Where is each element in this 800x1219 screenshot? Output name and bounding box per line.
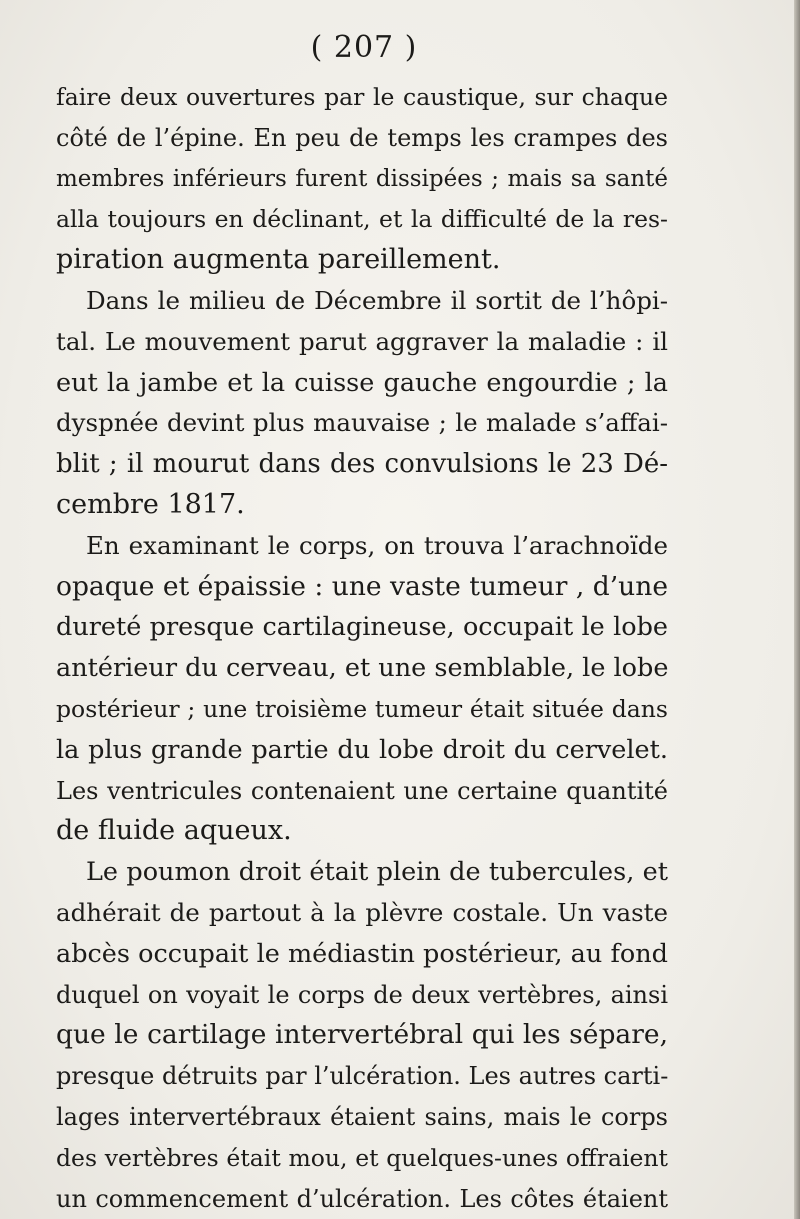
text-line: dureté presque cartilagineuse, occupait le lobe	[56, 612, 668, 643]
text-line: de fluide aqueux.	[56, 815, 292, 847]
text-line: Le poumon droit était plein de tubercules, et	[86, 857, 668, 888]
text-line: faire deux ouvertures par le caustique, sur chaque	[56, 83, 668, 111]
page-edge-shadow	[794, 0, 800, 1219]
text-line: blit ; il mourut dans des convulsions le 23 Dé-	[56, 449, 668, 480]
text-line: opaque et épaissie : une vaste tumeur , d’une	[56, 570, 668, 602]
page-number: ( 207 )	[310, 30, 418, 65]
text-line: membres inférieurs furent dissipées ; mais sa santé	[56, 165, 668, 192]
text-line: abcès occupait le médiastin postérieur, au fond	[56, 938, 668, 969]
text-line: que le cartilage intervertébral qui les sépare,	[56, 1019, 668, 1051]
text-line: En examinant le corps, on trouva l’arachnoïde	[86, 530, 668, 560]
text-line: eut la jambe et la cuisse gauche engourdie ; la	[56, 367, 668, 398]
text-line: postérieur ; une troisième tumeur était située dans	[56, 694, 668, 723]
text-line: un commencement d’ulcération. Les côtes étaient	[56, 1184, 668, 1213]
text-line: côté de l’épine. En peu de temps les crampes des	[56, 123, 668, 152]
text-line: adhérait de partout à la plèvre costale. Un vaste	[56, 897, 668, 927]
text-line: Les ventricules contenaient une certaine quantité	[56, 776, 668, 805]
text-line: lages intervertébraux étaient sains, mais le corps	[56, 1102, 668, 1131]
text-line: presque détruits par l’ulcération. Les autres carti-	[56, 1062, 669, 1091]
text-line: duquel on voyait le corps de deux vertèbres, ainsi	[56, 980, 668, 1009]
text-line: antérieur du cerveau, et une semblable, le lobe	[56, 653, 669, 684]
text-line: dyspnée devint plus mauvaise ; le malade s’affai-	[56, 408, 668, 438]
text-line: alla toujours en déclinant, et la difficulté de la res-	[56, 205, 668, 234]
text-line: la plus grande partie du lobe droit du cervelet.	[56, 734, 668, 765]
text-line: tal. Le mouvement parut aggraver la maladie : il	[56, 326, 668, 356]
body-text	[56, 77, 668, 1219]
text-line: Dans le milieu de Décembre il sortit de l’hôpi-	[86, 285, 668, 315]
text-line: des vertèbres était mou, et quelques-unes offraient	[56, 1143, 668, 1172]
text-line: piration augmenta pareillement.	[56, 244, 501, 276]
text-line: cembre 1817.	[56, 488, 245, 520]
